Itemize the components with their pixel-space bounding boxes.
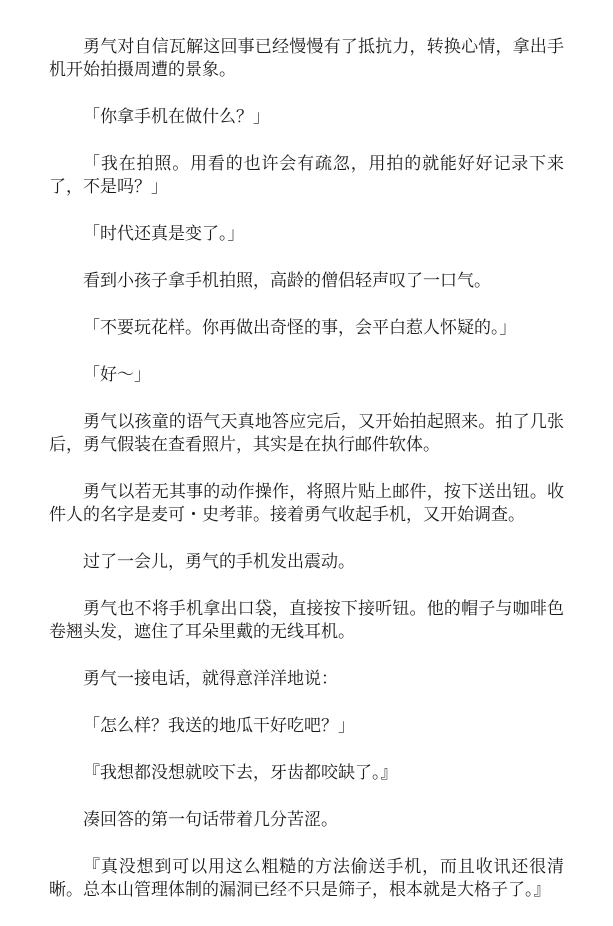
paragraph-4: 「时代还真是变了。」 xyxy=(83,224,245,244)
paragraph-9: 勇气以若无其事的动作操作，将照片贴上邮件，按下送出钮。收件人的名字是麦可・史考菲。接着勇气收起手机，又开始调查。 xyxy=(49,482,564,525)
text-body xyxy=(49,36,564,926)
paragraph-13: 「怎么样？我送的地瓜干好吃吧？」 xyxy=(83,716,355,736)
paragraph-10: 过了一会儿，勇气的手机发出震动。 xyxy=(83,552,355,572)
paragraph-12: 勇气一接电话，就得意洋洋地说： xyxy=(83,669,338,689)
paragraph-15: 凑回答的第一句话带着几分苦涩。 xyxy=(83,810,338,830)
paragraph-14: 『我想都没想就咬下去，牙齿都咬缺了。』 xyxy=(83,763,398,783)
paragraph-16: 『真没想到可以用这么粗糙的方法偷送手机，而且收讯还很清晰。总本山管理体制的漏洞已经不只是筛子，根本就是大格子了。』 xyxy=(49,857,564,900)
paragraph-2: 「你拿手机在做什么？」 xyxy=(83,107,270,127)
paragraph-7: 「好～」 xyxy=(83,365,151,385)
paragraph-11: 勇气也不将手机拿出口袋，直接按下接听钮。他的帽子与咖啡色卷翘头发，遮住了耳朵里戴的无线耳机。 xyxy=(49,599,564,642)
paragraph-5: 看到小孩子拿手机拍照，高龄的僧侣轻声叹了一口气。 xyxy=(83,271,491,291)
paragraph-6: 「不要玩花样。你再做出奇怪的事，会平白惹人怀疑的。」 xyxy=(83,318,517,338)
paragraph-3: 「我在拍照。用看的也许会有疏忽，用拍的就能好好记录下来了，不是吗？」 xyxy=(49,154,564,197)
paragraph-1: 勇气对自信瓦解这回事已经慢慢有了抵抗力，转换心情，拿出手机开始拍摄周遭的景象。 xyxy=(49,37,564,80)
paragraph-8: 勇气以孩童的语气天真地答应完后，又开始拍起照来。拍了几张后，勇气假装在查看照片，其实是在执行邮件软体。 xyxy=(49,412,564,455)
